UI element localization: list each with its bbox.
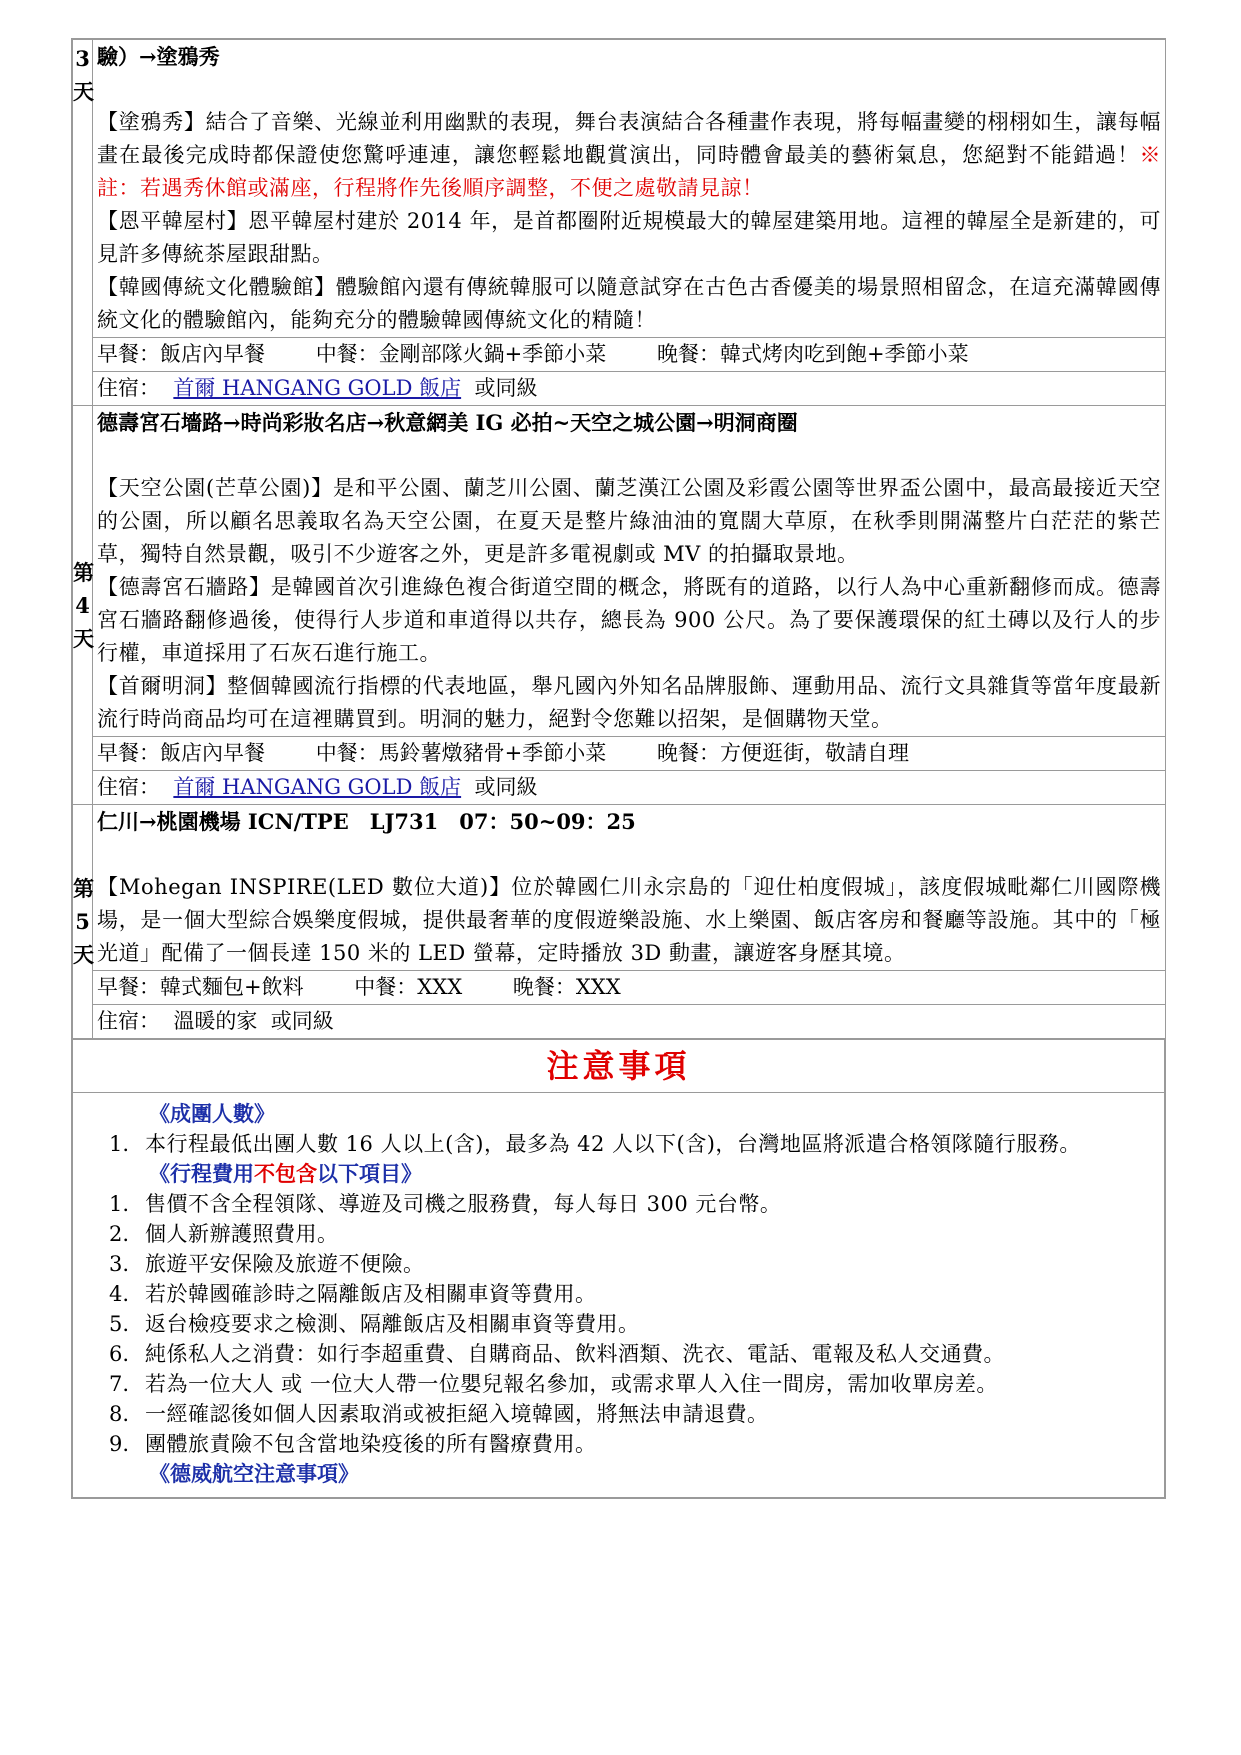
hotel-label: 住宿：: [97, 1009, 160, 1033]
paragraph-deoksugung-road: 【德壽宮石牆路】是韓國首次引進綠色複合街道空間的概念，將既有的道路，以行人為中心重新翻修而成。德壽宮石牆路翻修過後，使得行人步道和車道得以共存，總長為 900 公尺。為了要保護環保的紅土磚以及行人的步行權，車道採用了石灰石進行施工。: [97, 575, 1161, 665]
paragraph-culture-center: 【韓國傳統文化體驗館】體驗館內還有傳統韓服可以隨意試穿在古色古香優美的場景照相留念，在這充滿韓國傳統文化的體驗館內，能夠充分的體驗韓國傳統文化的精隨！: [97, 275, 1161, 332]
graffiti-notice: ※註：若遇秀休館或滿座，行程將作先後順序調整，不便之處敬請見諒！: [97, 143, 1161, 200]
paragraph-mohegan-inspire: 【Mohegan INSPIRE(LED 數位大道)】位於韓國仁川永宗島的「迎仕柏度假城」，該度假城毗鄰仁川國際機場，是一個大型綜合娛樂度假城，提供最奢華的度假遊樂設施、水上樂園、飯店客房和餐廳等設施。其中的「極光道」配備了一個長達 150 米的 LED 螢幕，定時播放 3D 動畫，讓遊客身歷其境。: [97, 875, 1161, 965]
paragraph-eunpyeong-hanok: 【恩平韓屋村】恩平韓屋村建於 2014 年，是首都圈附近規模最大的韓屋建築用地。這裡的韓屋全是新建的，可見許多傳統茶屋跟甜點。: [97, 209, 1161, 266]
day-4-meals-row: [73, 737, 1166, 771]
section-airline-notes-heading: 《德威航空注意事項》: [149, 1461, 359, 1486]
day-5-title: 仁川→桃園機場 ICN/TPE LJ731 07：50~09：25: [97, 809, 636, 834]
list-item: 6. 純係私人之消費：如行李超重費、自購商品、飲料酒類、洗衣、電話、電報及私人交通費。: [109, 1342, 1005, 1366]
notice-body: [72, 1093, 1165, 1498]
lunch: 中餐：馬鈴薯燉豬骨+季節小菜: [315, 741, 607, 765]
day-unit: 天: [73, 942, 94, 967]
day-prefix: 第: [73, 876, 94, 901]
paragraph-myeongdong: 【首爾明洞】整個韓國流行指標的代表地區，舉凡國內外知名品牌服飾、運動用品、流行文具雜貨等當年度最新流行時尚商品均可在這裡購買到。明洞的魅力，絕對令您難以招架，是個購物天堂。: [97, 674, 1161, 731]
day-prefix: 第: [73, 559, 94, 585]
dinner: 晚餐：XXX: [512, 975, 621, 999]
day-3-title: 驗）→塗鴉秀: [97, 44, 220, 69]
hotel-label: 住宿：: [97, 376, 160, 400]
day-5-label: [73, 805, 93, 1039]
day-5-hotel-row: [73, 1005, 1166, 1039]
day-3-hotel-row: [73, 372, 1166, 406]
day-5-content-row: [73, 805, 1166, 971]
itinerary-table: [72, 39, 1166, 1039]
day-5-description: [93, 805, 1166, 971]
breakfast: 早餐：韓式麵包+飲料: [97, 975, 304, 999]
day-4-hotel-row: [73, 771, 1166, 805]
paragraph-sky-park: 【天空公園(芒草公園)】是和平公園、蘭芝川公園、蘭芝漢江公園及彩霞公園等世界盃公園中，最高最接近天空的公園，所以顧名思義取名為天空公園，在夏天是整片綠油油的寬闊大草原，在秋季則開滿整片白茫茫的紫芒草，獨特自然景觀，吸引不少遊客之外，更是許多電視劇或 MV 的拍攝取景地。: [97, 476, 1161, 566]
day-4-meals: [93, 737, 1166, 771]
list-item: 9. 團體旅責險不包含當地染疫後的所有醫療費用。: [109, 1432, 597, 1456]
lunch: 中餐：XXX: [354, 975, 463, 999]
lunch: 中餐：金剛部隊火鍋+季節小菜: [315, 342, 607, 366]
day-3-meals-row: [73, 338, 1166, 372]
day-5-meals: [93, 971, 1166, 1005]
list-item: 4. 若於韓國確診時之隔離飯店及相關車資等費用。: [109, 1282, 597, 1306]
day-4-title: 德壽宮石墻路→時尚彩妝名店→秋意網美 IG 必拍~天空之城公園→明洞商圈: [97, 410, 798, 435]
hotel-link[interactable]: 首爾 HANGANG GOLD 飯店: [173, 775, 462, 799]
day-3-meals: [93, 338, 1166, 372]
section-group-size-heading: 《成團人數》: [149, 1101, 275, 1126]
day-3-hotel: [93, 372, 1166, 406]
day-4-content-row: [73, 406, 1166, 737]
breakfast: 早餐：飯店內早餐: [97, 741, 265, 765]
hotel-suffix: 或同級: [474, 376, 538, 400]
day-unit: 天: [73, 79, 94, 104]
list-item: 8. 一經確認後如個人因素取消或被拒絕入境韓國，將無法申請退費。: [109, 1402, 769, 1426]
list-item: 1. 本行程最低出團人數 16 人以上(含)，最多為 42 人以下(含)，台灣地區將派遣合格領隊隨行服務。: [109, 1132, 1081, 1156]
day-5-hotel: [93, 1005, 1166, 1039]
list-item: 7. 若為一位大人 或 一位大人帶一位嬰兒報名參加，或需求單人入住一間房，需加收單房差。: [109, 1372, 998, 1396]
dinner: 晚餐：方便逛街，敬請自理: [656, 741, 909, 765]
paragraph-graffiti-show: 【塗鴉秀】結合了音樂、光線並利用幽默的表現，舞台表演結合各種畫作表現，將每幅畫變的栩栩如生，讓每幅畫在最後完成時都保證使您驚呼連連，讓您輕鬆地觀賞演出，同時體會最美的藝術氣息，您絕對不能錯過！※註：若遇秀休館或滿座，行程將作先後順序調整，不便之處敬請見諒！: [97, 110, 1161, 200]
group-size-list: [73, 1129, 1164, 1159]
day-number: 5: [75, 909, 90, 934]
notice-title: 注意事項: [72, 1039, 1165, 1093]
excluded-costs-list: [73, 1189, 1164, 1459]
hotel-suffix: 或同級: [474, 775, 538, 799]
list-item: 1. 售價不含全程領隊、導遊及司機之服務費，每人每日 300 元台幣。: [109, 1192, 782, 1216]
day-3-content-row: [73, 40, 1166, 338]
itinerary-sheet: [71, 38, 1166, 1499]
hotel-link[interactable]: 首爾 HANGANG GOLD 飯店: [173, 376, 462, 400]
breakfast: 早餐：飯店內早餐: [97, 342, 265, 366]
day-4-description: [93, 406, 1166, 737]
list-item: 2. 個人新辦護照費用。: [109, 1222, 339, 1246]
dinner: 晚餐：韓式烤肉吃到飽+季節小菜: [656, 342, 969, 366]
day-unit: 天: [73, 625, 94, 651]
hotel-label: 住宿：: [97, 775, 160, 799]
hotel-plain: 溫暖的家: [173, 1009, 258, 1033]
day-number: 3: [75, 46, 90, 71]
section-excluded-costs-heading: 《行程費用不包含以下項目》: [149, 1161, 422, 1186]
day-number: 4: [75, 592, 90, 618]
day-5-meals-row: [73, 971, 1166, 1005]
list-item: 5. 返台檢疫要求之檢測、隔離飯店及相關車資等費用。: [109, 1312, 640, 1336]
day-3-description: [93, 40, 1166, 338]
day-4-label: [73, 406, 93, 805]
hotel-suffix: 或同級: [270, 1009, 334, 1033]
list-item: 3. 旅遊平安保險及旅遊不便險。: [109, 1252, 425, 1276]
day-4-hotel: [93, 771, 1166, 805]
day-3-label: [73, 40, 93, 406]
